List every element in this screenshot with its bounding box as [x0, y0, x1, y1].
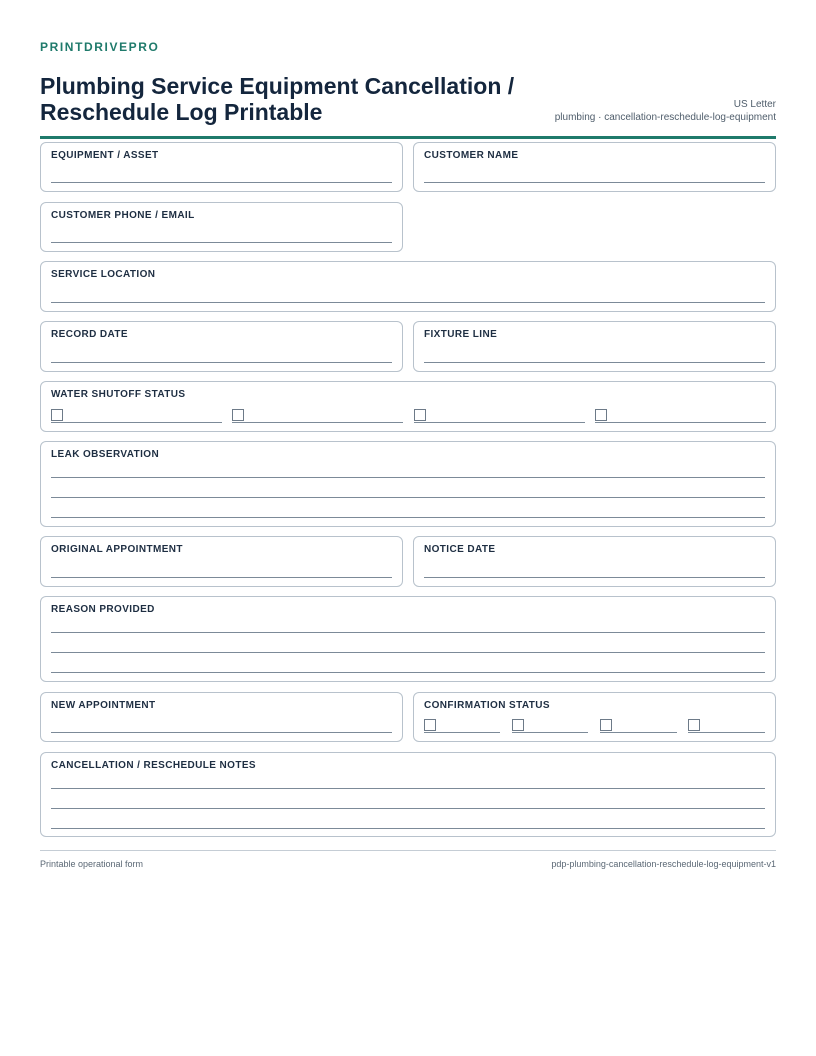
option-line	[51, 422, 222, 423]
water-shutoff-option-1[interactable]	[51, 409, 222, 423]
option-line	[232, 422, 403, 423]
paper-size: US Letter	[733, 99, 776, 110]
leak-observation-line-3[interactable]	[51, 517, 765, 518]
checkbox-icon[interactable]	[414, 409, 426, 421]
leak-observation-label: LEAK OBSERVATION	[51, 449, 160, 460]
confirmation-option-1[interactable]	[424, 719, 500, 733]
option-line	[595, 422, 766, 423]
option-line	[424, 732, 500, 733]
cancellation-notes-label: CANCELLATION / RESCHEDULE NOTES	[51, 760, 256, 771]
original-appointment-label: ORIGINAL APPOINTMENT	[51, 544, 183, 555]
water-shutoff-option-4[interactable]	[595, 409, 766, 423]
new-appointment-input[interactable]	[51, 732, 392, 733]
equipment-asset-label: EQUIPMENT / ASSET	[51, 150, 159, 161]
form-header	[40, 54, 776, 139]
leak-observation-line-1[interactable]	[51, 477, 765, 478]
equipment-asset-field	[40, 142, 403, 192]
option-line	[600, 732, 677, 733]
notice-date-label: NOTICE DATE	[424, 544, 496, 555]
customer-phone-email-label: CUSTOMER PHONE / EMAIL	[51, 210, 195, 221]
confirmation-option-2[interactable]	[512, 719, 588, 733]
checkbox-icon[interactable]	[232, 409, 244, 421]
record-date-field	[40, 321, 403, 372]
leak-observation-field	[40, 441, 776, 527]
footer-note: Printable operational form	[40, 859, 144, 869]
option-line	[688, 732, 765, 733]
leak-observation-line-2[interactable]	[51, 497, 765, 498]
option-line	[512, 732, 588, 733]
page-title: Plumbing Service Equipment Cancellation / Reschedule Log Printable	[40, 73, 515, 125]
reason-provided-line-3[interactable]	[51, 672, 765, 673]
brand-logo: PRINTDRIVEPRO	[40, 40, 160, 54]
equipment-asset-input[interactable]	[51, 182, 392, 183]
form-page	[40, 40, 776, 139]
confirmation-status-label: CONFIRMATION STATUS	[424, 700, 550, 711]
form-slug: plumbing · cancellation-reschedule-log-equipment	[554, 112, 776, 123]
water-shutoff-option-3[interactable]	[414, 409, 585, 423]
service-location-input[interactable]	[51, 302, 765, 303]
original-appointment-field	[40, 536, 403, 587]
confirmation-option-3[interactable]	[600, 719, 677, 733]
checkbox-icon[interactable]	[600, 719, 612, 731]
customer-phone-email-field	[40, 202, 403, 252]
water-shutoff-status-field	[40, 381, 776, 432]
reason-provided-line-2[interactable]	[51, 652, 765, 653]
fixture-line-label: FIXTURE LINE	[424, 329, 498, 340]
reason-provided-line-1[interactable]	[51, 632, 765, 633]
notice-date-field	[413, 536, 776, 587]
customer-phone-email-input[interactable]	[51, 242, 392, 243]
fixture-line-field	[413, 321, 776, 372]
fixture-line-input[interactable]	[424, 362, 765, 363]
new-appointment-label: NEW APPOINTMENT	[51, 700, 156, 711]
checkbox-icon[interactable]	[51, 409, 63, 421]
water-shutoff-option-2[interactable]	[232, 409, 403, 423]
cancellation-notes-line-3[interactable]	[51, 828, 765, 829]
checkbox-icon[interactable]	[595, 409, 607, 421]
cancellation-notes-line-2[interactable]	[51, 808, 765, 809]
record-date-label: RECORD DATE	[51, 329, 128, 340]
footer-form-id: pdp-plumbing-cancellation-reschedule-log-equipment-v1	[551, 859, 776, 869]
record-date-input[interactable]	[51, 362, 392, 363]
original-appointment-input[interactable]	[51, 577, 392, 578]
checkbox-icon[interactable]	[688, 719, 700, 731]
customer-name-label: CUSTOMER NAME	[424, 150, 519, 161]
header-meta	[555, 98, 776, 124]
confirmation-option-4[interactable]	[688, 719, 765, 733]
page-footer	[40, 850, 776, 869]
new-appointment-field	[40, 692, 403, 742]
option-line	[414, 422, 585, 423]
service-location-label: SERVICE LOCATION	[51, 269, 156, 280]
reason-provided-field	[40, 596, 776, 682]
reason-provided-label: REASON PROVIDED	[51, 604, 155, 615]
confirmation-status-field	[413, 692, 776, 742]
cancellation-notes-line-1[interactable]	[51, 788, 765, 789]
water-shutoff-status-label: WATER SHUTOFF STATUS	[51, 389, 186, 400]
notice-date-input[interactable]	[424, 577, 765, 578]
checkbox-icon[interactable]	[512, 719, 524, 731]
cancellation-notes-field	[40, 752, 776, 837]
checkbox-icon[interactable]	[424, 719, 436, 731]
customer-name-field	[413, 142, 776, 192]
service-location-field	[40, 261, 776, 312]
customer-name-input[interactable]	[424, 182, 765, 183]
